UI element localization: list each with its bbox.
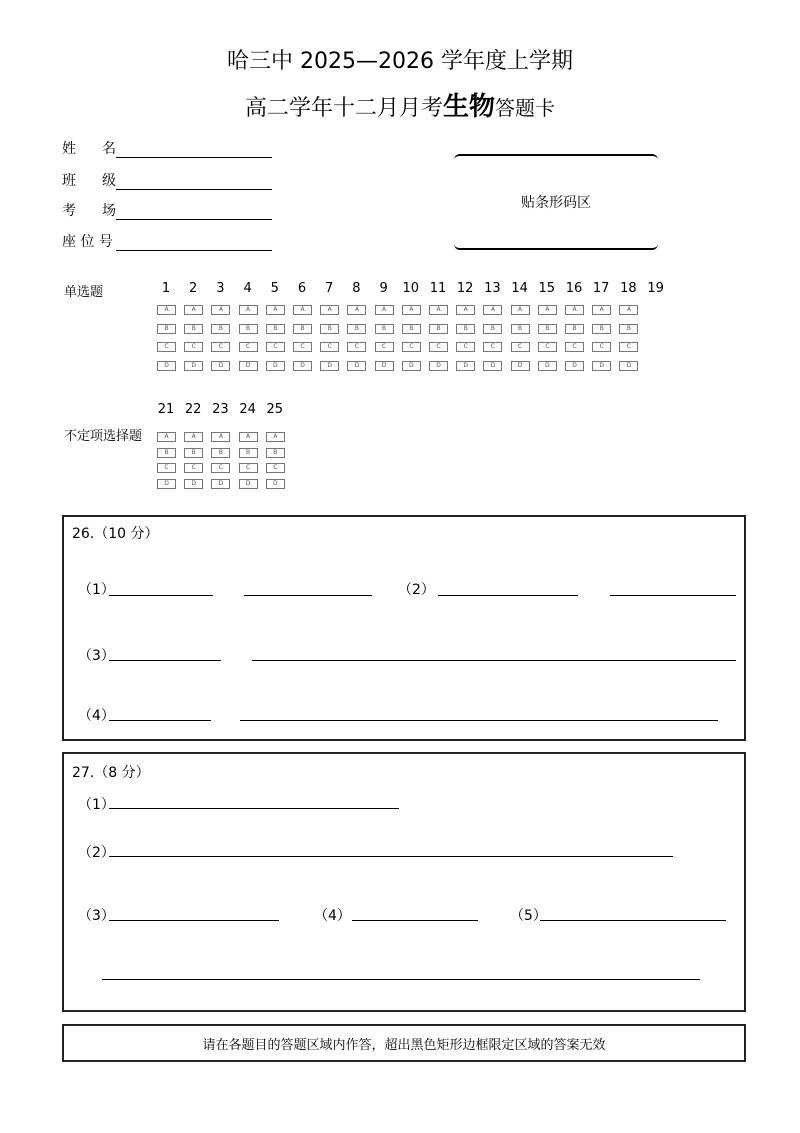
multi-option-bubble[interactable]: C [157,463,176,473]
q27-extra-line[interactable] [102,979,700,980]
single-option-bubble[interactable]: D [592,361,611,371]
name-label-a: 姓 [62,141,76,157]
class-field[interactable] [116,175,272,190]
single-option-bubble[interactable]: C [483,342,502,352]
multi-option-bubble[interactable]: A [211,432,230,442]
single-option-bubble[interactable]: A [456,305,475,315]
single-option-bubble[interactable]: B [402,324,421,334]
single-option-bubble[interactable]: D [538,361,557,371]
single-option-bubble[interactable]: C [320,342,339,352]
single-question-number: 13 [484,281,501,296]
single-option-bubble[interactable]: C [347,342,366,352]
q27-part-3-label: （3） [78,908,115,924]
multi-option-bubble[interactable]: B [157,448,176,458]
single-option-bubble[interactable]: A [511,305,530,315]
q27-part-4-label: （4） [314,908,351,924]
single-option-bubble[interactable]: A [429,305,448,315]
single-option-bubble[interactable]: B [619,324,638,334]
single-option-bubble[interactable]: C [184,342,203,352]
q26-part-2-label: （2） [398,582,435,598]
single-option-bubble[interactable]: D [320,361,339,371]
multi-option-bubble[interactable]: C [211,463,230,473]
q26-part-1-label: （1） [78,582,115,598]
name-row [62,138,272,158]
single-option-bubble[interactable]: A [211,305,230,315]
single-option-bubble[interactable]: C [211,342,230,352]
multi-option-bubble[interactable]: A [266,432,285,442]
single-option-bubble[interactable]: C [538,342,557,352]
single-option-bubble[interactable]: D [211,361,230,371]
multi-option-bubble[interactable]: A [239,432,258,442]
single-option-bubble[interactable]: C [375,342,394,352]
single-option-bubble[interactable]: B [429,324,448,334]
single-option-bubble[interactable]: A [293,305,312,315]
footer-notice-box [62,1024,746,1062]
multi-option-bubble[interactable]: A [184,432,203,442]
single-option-bubble[interactable]: C [266,342,285,352]
single-option-bubble[interactable]: D [239,361,258,371]
single-option-bubble[interactable]: B [565,324,584,334]
single-option-bubble[interactable]: C [456,342,475,352]
single-option-bubble[interactable]: A [619,305,638,315]
title-prefix: 高二学年十二月月考 [244,96,443,121]
single-option-bubble[interactable]: B [211,324,230,334]
q26-part-1-line-a[interactable] [109,595,213,596]
title-suffix: 答题卡 [495,96,556,120]
single-option-bubble[interactable]: D [565,361,584,371]
single-option-bubble[interactable]: B [375,324,394,334]
barcode-area [454,154,658,250]
multi-option-bubble[interactable]: B [239,448,258,458]
single-option-bubble[interactable]: B [483,324,502,334]
single-question-number: 3 [216,281,225,296]
multi-option-bubble[interactable]: C [266,463,285,473]
q26-part-2-line-a[interactable] [438,595,578,596]
single-option-bubble[interactable]: C [511,342,530,352]
single-option-bubble[interactable]: A [320,305,339,315]
multi-question-number: 23 [212,402,229,417]
q26-part-1-line-b[interactable] [244,595,372,596]
single-option-bubble[interactable]: A [402,305,421,315]
q27-part-5-label: （5） [510,908,547,924]
q27-part-2-label: （2） [78,845,115,861]
q26-part-4-line-b[interactable] [240,720,718,721]
multi-option-bubble[interactable]: B [211,448,230,458]
single-option-bubble[interactable]: C [293,342,312,352]
single-option-bubble[interactable]: B [320,324,339,334]
single-option-bubble[interactable]: B [347,324,366,334]
single-question-number: 19 [647,281,664,296]
single-question-number: 5 [270,281,279,296]
title-line-1: 哈三中 2025—2026 学年度上学期 [227,49,573,74]
multi-option-bubble[interactable]: D [239,479,258,489]
room-label-b: 场 [102,203,116,219]
single-question-number: 17 [592,281,610,296]
q26-part-2-line-b[interactable] [610,595,736,596]
q27-part-1-label: （1） [78,797,115,813]
q27-box [62,752,746,1012]
q27-part-2-line[interactable] [109,856,673,857]
q26-part-3-line-b[interactable] [252,660,736,661]
single-option-bubble[interactable]: A [538,305,557,315]
single-question-number: 11 [429,281,447,296]
single-question-number: 7 [325,281,334,296]
multi-option-bubble[interactable]: B [184,448,203,458]
single-option-bubble[interactable]: D [619,361,638,371]
single-option-bubble[interactable]: D [429,361,448,371]
single-option-bubble[interactable]: B [266,324,285,334]
room-field[interactable] [116,205,272,220]
multi-choice-label: 不定项选择题 [64,429,143,444]
single-option-bubble[interactable]: B [592,324,611,334]
single-question-number: 9 [379,281,388,296]
single-question-number: 10 [402,281,420,296]
single-option-bubble[interactable]: C [157,342,176,352]
multi-option-bubble[interactable]: D [266,479,285,489]
room-label-a: 考 [62,203,76,219]
single-question-number: 16 [565,281,583,296]
title-line-2 [0,86,800,123]
multi-option-bubble[interactable]: A [157,432,176,442]
multi-option-bubble[interactable]: C [184,463,203,473]
single-option-bubble[interactable]: D [293,361,312,371]
single-question-number: 8 [352,281,361,296]
barcode-label: 贴条形码区 [521,195,591,211]
seat-label: 座 位 号 [62,234,113,250]
q26-box [62,515,746,741]
seat-field[interactable] [116,236,272,251]
single-option-bubble[interactable]: C [592,342,611,352]
single-option-bubble[interactable]: A [266,305,285,315]
single-option-bubble[interactable]: A [375,305,394,315]
multi-option-bubble[interactable]: D [157,479,176,489]
multi-option-bubble[interactable]: D [211,479,230,489]
single-option-bubble[interactable]: C [429,342,448,352]
single-question-number: 15 [538,281,556,296]
single-option-bubble[interactable]: D [511,361,530,371]
single-option-bubble[interactable]: D [375,361,394,371]
single-question-number: 6 [297,281,307,296]
single-option-bubble[interactable]: A [565,305,584,315]
single-option-bubble[interactable]: B [511,324,530,334]
multi-option-bubble[interactable]: D [184,479,203,489]
q27-part-5-line[interactable] [540,920,726,921]
single-option-bubble[interactable]: A [184,305,203,315]
single-option-bubble[interactable]: B [456,324,475,334]
title-subject: 生物 [443,92,496,122]
single-option-bubble[interactable]: C [239,342,258,352]
single-option-bubble[interactable]: C [619,342,638,352]
single-question-number: 4 [243,281,252,296]
multi-question-number: 24 [239,402,256,417]
single-option-bubble[interactable]: A [239,305,258,315]
seat-row [62,231,272,251]
single-option-bubble[interactable]: A [483,305,502,315]
single-question-number: 18 [620,281,637,296]
single-option-bubble[interactable]: D [402,361,421,371]
single-question-number: 12 [456,281,474,296]
footer-notice: 请在各题目的答题区域内作答，超出黑色矩形边框限定区域的答案无效 [202,1037,606,1053]
multi-option-bubble[interactable]: C [239,463,258,473]
single-option-bubble[interactable]: D [157,361,176,371]
q27-part-4-line[interactable] [352,920,478,921]
single-question-number: 2 [189,281,198,296]
q27-part-3-line[interactable] [109,920,279,921]
single-question-number: 14 [511,281,528,296]
q27-title: 27.（8 分） [72,765,150,781]
single-option-bubble[interactable]: B [538,324,557,334]
class-label-b: 级 [102,173,116,189]
name-label-b: 名 [102,141,116,157]
multi-question-number: 22 [184,402,202,417]
q27-part-1-line[interactable] [109,808,399,809]
single-option-bubble[interactable]: B [293,324,312,334]
single-option-bubble[interactable]: D [347,361,366,371]
single-option-bubble[interactable]: D [266,361,285,371]
class-label-a: 班 [62,173,76,189]
multi-question-number: 25 [266,402,284,417]
q26-title: 26.（10 分） [72,526,159,542]
single-option-bubble[interactable]: A [157,305,176,315]
multi-option-bubble[interactable]: B [266,448,285,458]
single-option-bubble[interactable]: A [592,305,611,315]
name-field[interactable] [116,143,272,158]
single-option-bubble[interactable]: D [456,361,475,371]
single-option-bubble[interactable]: A [347,305,366,315]
single-option-bubble[interactable]: C [565,342,584,352]
single-option-bubble[interactable]: B [184,324,203,334]
single-option-bubble[interactable]: D [483,361,502,371]
single-option-bubble[interactable]: B [157,324,176,334]
single-option-bubble[interactable]: D [184,361,203,371]
single-option-bubble[interactable]: B [239,324,258,334]
room-row [62,200,272,220]
class-row [62,170,272,190]
q26-part-4-label: （4） [78,708,115,724]
q26-part-3-line-a[interactable] [109,660,221,661]
multi-question-number: 21 [157,402,175,417]
single-question-number: 1 [161,281,171,296]
single-option-bubble[interactable]: C [402,342,421,352]
q26-part-4-line-a[interactable] [109,720,211,721]
single-choice-label: 单选题 [64,285,104,300]
q26-part-3-label: （3） [78,648,115,664]
